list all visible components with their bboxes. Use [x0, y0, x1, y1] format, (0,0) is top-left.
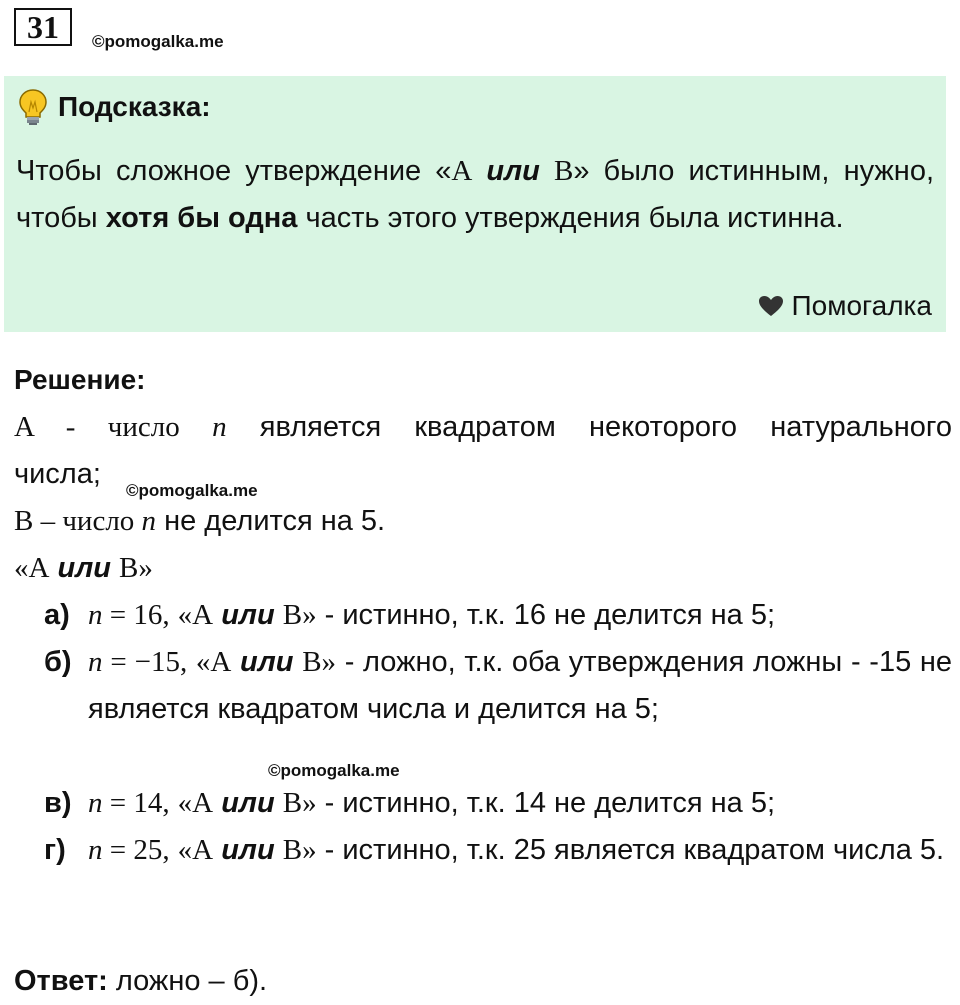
case-label: а)	[44, 599, 70, 631]
statement-or: «A или B»	[14, 552, 153, 584]
answer-text: ложно – б).	[107, 965, 268, 997]
watermark: ©pomogalka.me	[92, 32, 224, 51]
case-v: в) n = 14, «A или B» - истинно, т.к. 14 не делится на 5;	[44, 780, 952, 827]
case-a: а) n = 16, «A или B» - истинно, т.к. 16 не делится на 5;	[44, 592, 952, 639]
hint-text: Чтобы сложное утверждение «A или B» было истинным, нужно, чтобы хотя бы одна часть этого утверждения была истинна.	[16, 155, 935, 234]
case-label: г)	[44, 834, 66, 866]
solution-title: Решение:	[14, 364, 146, 395]
lightbulb-icon	[18, 88, 48, 126]
statement-a: A - число n является квадратом некоторого натурального	[14, 411, 952, 443]
hint-title: Подсказка:	[58, 91, 211, 122]
case-label: в)	[44, 787, 72, 819]
hint-box	[4, 76, 946, 332]
watermark: ©pomogalka.me	[126, 481, 258, 500]
task-number: 31	[14, 8, 72, 46]
answer-label: Ответ:	[14, 965, 108, 997]
hint-header	[18, 88, 211, 126]
watermark: ©pomogalka.me	[268, 761, 400, 780]
hint-signature	[758, 290, 932, 322]
case-b: б) n = −15, «A или B» - ложно, т.к. оба утверждения ложны - -15 не является квадратом числа и делится на 5;	[44, 639, 952, 733]
statement-a-cont: числа;	[14, 458, 101, 490]
answer	[14, 958, 267, 1005]
statement-b: B – число n не делится на 5.	[14, 505, 386, 537]
case-g: г) n = 25, «A или B» - истинно, т.к. 25 является квадратом числа 5.	[44, 827, 952, 874]
signature-text: Помогалка	[791, 290, 932, 321]
case-label: б)	[44, 646, 72, 678]
heart-icon	[758, 295, 784, 317]
